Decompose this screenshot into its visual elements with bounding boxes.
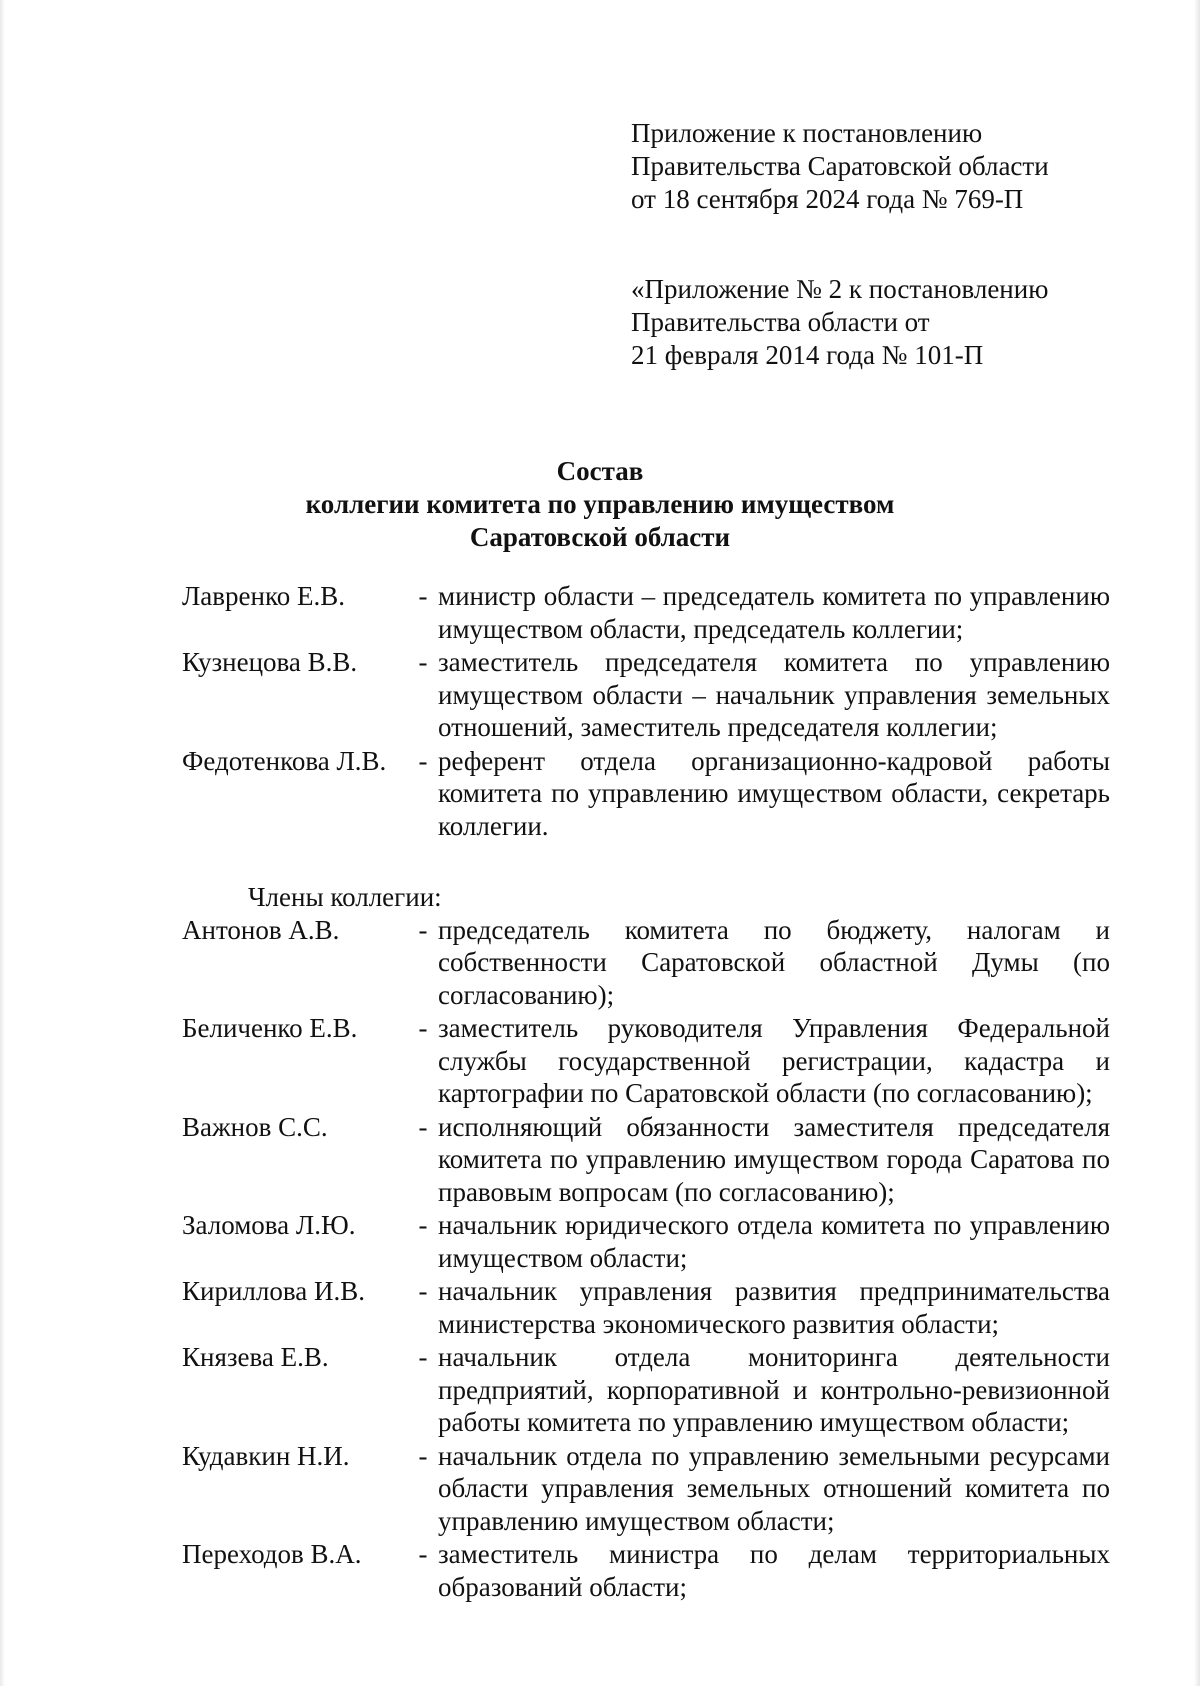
dash-separator: - xyxy=(418,1013,428,1043)
member-role: референт отдела организационно-кадровой работы комитета по управлению имуществом области, секретарь коллегии. xyxy=(438,745,1110,841)
dash-separator: - xyxy=(418,647,428,677)
member-row xyxy=(182,1341,1112,1439)
member-name: Важнов С.С. xyxy=(182,1111,328,1142)
leader-row xyxy=(182,745,1112,843)
dash-separator: - xyxy=(418,581,428,611)
member-role: председатель комитета по бюджету, налогам и собственности Саратовской областной Думы (по согласованию); xyxy=(438,914,1110,1010)
member-row xyxy=(182,1275,1112,1340)
member-row xyxy=(182,914,1112,1012)
dash-separator: - xyxy=(418,1342,428,1372)
member-row xyxy=(182,1012,1112,1110)
member-role: начальник отдела мониторинга деятельности предприятий, корпоративной и контрольно-ревизионной работы комитета по управлению имуществом области; xyxy=(438,1342,1110,1437)
appendix-current-line-1: Приложение к постановлению xyxy=(631,118,983,148)
dash-separator: - xyxy=(418,745,428,776)
title-line-1: Состав xyxy=(556,456,644,486)
scan-edge-left xyxy=(0,0,5,1686)
appendix-current-block xyxy=(631,117,1131,216)
member-role: начальник управления развития предпринимательства министерства экономического развития области; xyxy=(438,1276,1110,1339)
title-line-2: коллегии комитета по управлению имуществом xyxy=(305,489,895,519)
member-role: заместитель министра по делам территориальных образований области; xyxy=(438,1539,1110,1602)
leader-row xyxy=(182,646,1112,744)
dash-separator: - xyxy=(418,914,428,945)
dash-separator: - xyxy=(418,1210,428,1240)
appendix-original-line-3: 21 февраля 2014 года № 101-П xyxy=(631,340,984,370)
member-name: Кириллова И.В. xyxy=(182,1276,365,1306)
member-role: заместитель руководителя Управления Федеральной службы государственной регистрации, кадастра и картографии по Саратовской области (по согласованию); xyxy=(438,1013,1110,1108)
member-name: Лавренко Е.В. xyxy=(182,581,345,611)
member-name: Федотенкова Л.В. xyxy=(182,745,387,776)
member-row xyxy=(182,1440,1112,1538)
section-spacer xyxy=(182,843,1112,881)
member-name: Князева Е.В. xyxy=(182,1342,329,1372)
leader-row xyxy=(182,580,1112,645)
member-row xyxy=(182,1209,1112,1274)
member-role: исполняющий обязанности заместителя председателя комитета по управлению имуществом города Саратова по правовым вопросам (по согласованию); xyxy=(438,1111,1110,1207)
member-name: Беличенко Е.В. xyxy=(182,1013,358,1043)
appendix-original-line-1: «Приложение № 2 к постановлению xyxy=(631,274,1049,304)
appendix-original-line-2: Правительства области от xyxy=(631,307,930,337)
member-role: министр области – председатель комитета по управлению имуществом области, председатель коллегии; xyxy=(438,581,1110,644)
title-line-3: Саратовской области xyxy=(469,522,731,552)
dash-separator: - xyxy=(418,1440,428,1471)
members-heading: Члены коллегии: xyxy=(248,882,442,912)
member-row xyxy=(182,1538,1112,1603)
member-role: начальник юридического отдела комитета по управлению имуществом области; xyxy=(438,1210,1110,1273)
member-name: Кудавкин Н.И. xyxy=(182,1440,350,1471)
committee-list xyxy=(182,580,1112,1604)
appendix-current-line-3: от 18 сентября 2024 года № 769-П xyxy=(631,184,1024,214)
member-name: Заломова Л.Ю. xyxy=(182,1210,356,1240)
appendix-original-block xyxy=(631,273,1131,372)
member-name: Антонов А.В. xyxy=(182,914,340,945)
dash-separator: - xyxy=(418,1111,428,1142)
member-name: Переходов В.А. xyxy=(182,1539,362,1569)
member-role: заместитель председателя комитета по управлению имуществом области – начальник управления земельных отношений, заместитель председателя коллегии; xyxy=(438,647,1110,742)
appendix-current-line-2: Правительства Саратовской области xyxy=(631,151,1049,181)
dash-separator: - xyxy=(418,1276,428,1306)
member-name: Кузнецова В.В. xyxy=(182,647,358,677)
member-row xyxy=(182,1111,1112,1209)
document-title xyxy=(180,455,1020,554)
member-role: начальник отдела по управлению земельными ресурсами области управления земельных отношений комитета по управлению имуществом области; xyxy=(438,1440,1110,1536)
scan-edge-right xyxy=(1194,0,1200,1686)
dash-separator: - xyxy=(418,1539,428,1569)
